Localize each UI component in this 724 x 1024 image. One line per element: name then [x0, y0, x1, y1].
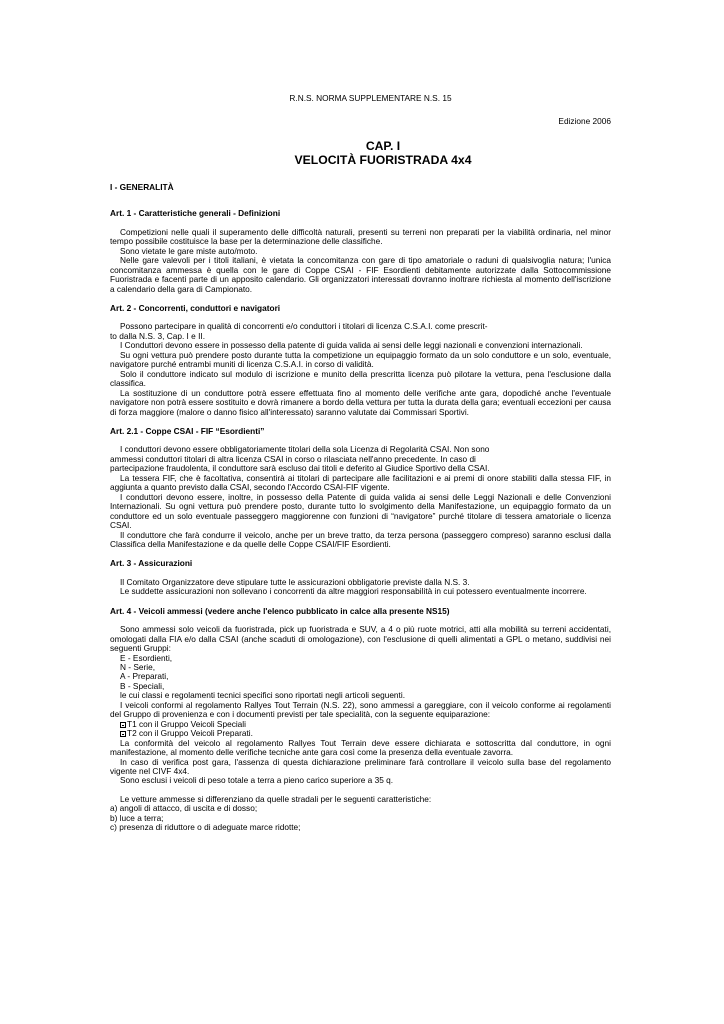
norm-title: R.N.S. NORMA SUPPLEMENTARE N.S. 15 [289, 93, 452, 103]
equiv-t1-text: T1 con il Gruppo Veicoli Speciali [127, 718, 246, 729]
art1-paragraph-2: Sono vietate le gare miste auto/moto. [120, 245, 258, 256]
art21-paragraph-2: La tessera FIF, che è facoltativa, consentirà ai titolari di partecipare alle facilitazioni e ai premi di onore stabiliti dalla stessa FIF, in aggiunta a quanto previsto dalla CSAI, secondo l'Accordo CSAI-FIF vigente. [110, 472, 611, 493]
group-item-a: A - Preparati, [120, 671, 169, 682]
art21-line-1: I conduttori devono essere obbligatoriamente titolari della sola Licenza di Regolarità CSAI. Non sono [120, 444, 490, 455]
art2-paragraph-1a: Possono partecipare in qualità di concorrenti e/o conduttori i titolari di licenza C.S.A.I. come prescrit- [120, 321, 488, 332]
art1-heading: Art. 1 - Caratteristiche generali - Definizioni [110, 208, 281, 219]
art4-paragraph-5: In caso di verifica post gara, l'assenza di questa dichiarazione preliminare farà controllare il veicolo sulla base del regolamento vigente nel CIVF 4x4. [110, 756, 611, 777]
checkbox-bullet-icon [120, 722, 126, 728]
art21-heading: Art. 2.1 - Coppe CSAI - FIF “Esordienti” [110, 425, 265, 436]
art2-paragraph-5: La sostituzione di un conduttore potrà essere effettuata fino al momento delle verifiche ante gara, dopodiché anche l'eventuale navigatore non potrà essere sostituito e dovrà rimanere a bordo della vettura per tutta la durata della gara; eventuali eccezioni per causa di forza maggiore (malore o danno fisico all'interessato) saranno valutate dai Commissari Sportivi. [110, 387, 611, 417]
art4-paragraph-3: I veicoli conformi al regolamento Rallyes Tout Terrain (N.S. 22), sono ammessi a gareggiare, con il veicolo conforme ai regolamenti del Gruppo di provenienza e con i documenti previsti per tale specialità, con la seguente equiparazione: [110, 699, 611, 720]
art21-line-3: partecipazione fraudolenta, il conduttore sarà escluso dai titoli e deferito al Giudice Sportivo della CSAI. [110, 463, 490, 474]
feature-item-c: c) presenza di riduttore o di adeguate marce ridotte; [110, 822, 301, 833]
art2-paragraph-1b: to dalla N.S. 3, Cap. I e II. [110, 330, 206, 341]
art3-body [110, 578, 611, 597]
chapter-number: CAP. I [365, 138, 401, 153]
art21-line-2: ammessi conduttori titolari di altra licenza CSAI in corso o rilasciata nell'anno precedente. In caso di [110, 453, 476, 464]
art4-paragraph-4: La conformità del veicolo al regolamento Rallyes Tout Terrain deve essere dichiarata e sottoscritta dal conduttore, in ogni manifestazione, al momento delle verifiche tecniche ante gara così come la presenza della eventuale zavorra. [110, 737, 611, 758]
art2-body [110, 322, 611, 417]
art3-heading: Art. 3 - Assicurazioni [110, 558, 193, 569]
art4-paragraph-2: le cui classi e regolamenti tecnici specifici sono riportati negli articoli seguenti. [120, 690, 405, 701]
checkbox-bullet-icon [120, 731, 126, 737]
art1-body [110, 228, 611, 294]
art4-body [110, 625, 611, 833]
section-heading-general: I - GENERALITÀ [110, 181, 174, 192]
art3-paragraph-2: Le suddette assicurazioni non sollevano i concorrenti da altre maggiori responsabilità in cui potessero eventualmente incorrere. [120, 586, 587, 597]
edition-label: Edizione 2006 [558, 116, 611, 127]
art1-paragraph-1: Competizioni nelle quali il superamento delle difficoltà naturali, presenti su terreni non preparati per la viabilità ordinaria, nel minor tempo possibile costituisce la base per la determinazione delle classifiche. [110, 226, 611, 247]
feature-item-b: b) luce a terra; [110, 812, 164, 823]
art21-paragraph-3: I conduttori devono essere, inoltre, in possesso della Patente di guida valida ai sensi delle Leggi Nazionali e delle Convenzioni Internazionali. Su ogni vettura può prendere posto, durante tutto lo svolgimento della Manifestazione, un equipaggio formato da un conduttore ed un solo eventuale passeggero maggiorenne con funzioni di “navigatore” purché titolare di tessera amatoriale o licenza CSAI. [110, 491, 611, 531]
art2-paragraph-3: Su ogni vettura può prendere posto durante tutta la competizione un equipaggio formato da un solo conduttore e un solo, eventuale, navigatore purché entrambi muniti di licenza C.S.A.I. in corso di validità. [110, 349, 611, 370]
art2-heading: Art. 2 - Concorrenti, conduttori e navigatori [110, 302, 281, 313]
chapter-title [110, 139, 611, 167]
art4-paragraph-7: Le vetture ammesse si differenziano da quelle stradali per le seguenti caratteristiche: [120, 793, 432, 804]
group-item-n: N - Serie, [120, 662, 156, 673]
art21-paragraph-4: Il conduttore che farà condurre il veicolo, anche per un breve tratto, da terza persona (passeggero compreso) saranno esclusi dalla Classifica della Manifestazione e da quelle delle Coppe CSAI/FIF Esordienti. [110, 529, 611, 549]
art2-paragraph-2: I Conduttori devono essere in possesso della patente di guida valida ai sensi delle leggi nazionali e convenzioni internazionali. [120, 340, 583, 351]
group-item-b: B - Speciali, [120, 680, 165, 691]
feature-item-a: a) angoli di attacco, di uscita e di dosso; [110, 803, 258, 814]
art21-body [110, 445, 611, 549]
group-item-e: E - Esordienti, [120, 652, 173, 663]
art4-heading: Art. 4 - Veicoli ammessi (vedere anche l'elenco pubblicato in calce alla presente NS15) [110, 605, 450, 616]
equiv-t2-text: T2 con il Gruppo Veicoli Preparati. [127, 728, 253, 739]
art4-paragraph-1: Sono ammessi solo veicoli da fuoristrada, pick up fuoristrada e SUV, a 4 o più ruote motrici, atti alla mobilità su terreni accidentati, omologati dalla FIA e/o dalla CSAI (anche scaduti di omologazione), con l'esclusione di quelli alimentati a GPL o metano, suddivisi nei seguenti Gruppi: [110, 624, 611, 654]
chapter-name: VELOCITÀ FUORISTRADA 4x4 [294, 152, 472, 167]
art4-paragraph-6: Sono esclusi i veicoli di peso totale a terra a pieno carico superiore a 35 q. [120, 775, 394, 786]
art1-paragraph-3: Nelle gare valevoli per i titoli italiani, è vietata la concomitanza con gare di tipo amatoriale o raduni di qualsivoglia natura; l'unica concomitanza ammessa è quella con le gare di Coppe CSAI - FIF Esordienti debitamente autorizzate dalla Sottocommissione Fuoristrada e facenti parte di un apposito calendario. Gli organizzatori interessati dovranno inoltrare richiesta al momento dell'iscrizione a calendario della gara di Campionato. [110, 255, 611, 294]
art3-paragraph-1: Il Comitato Organizzatore deve stipulare tutte le assicurazioni obbligatorie previste dalla N.S. 3. [120, 576, 470, 587]
art2-paragraph-4: Solo il conduttore indicato sul modulo di iscrizione e munito della prescritta licenza può pilotare la vettura, pena l'esclusione dalla classifica. [110, 368, 611, 389]
